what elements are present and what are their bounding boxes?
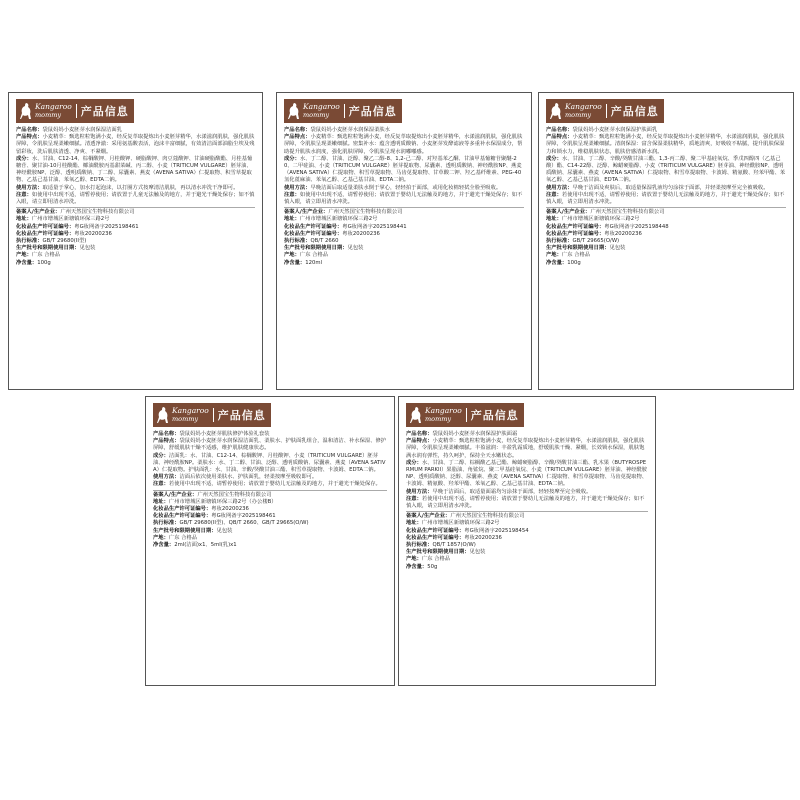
product-info-card	[145, 396, 395, 686]
info-label: 化妆品生产许可证编号：	[153, 513, 212, 520]
logo-wordmark-sub: mommy	[565, 111, 592, 119]
info-row-address	[406, 520, 648, 527]
info-value: GB/T 29680(II型)、QB/T 2660、GB/T 29665(O/W)	[179, 520, 309, 527]
info-value: 洁面后依次使用柔肤水、护肤面乳，轻柔按摩至吸收即可。	[179, 474, 318, 481]
info-row-caution	[153, 481, 387, 488]
card-header	[16, 99, 255, 123]
info-label: 成分：	[16, 155, 32, 162]
info-row-caution	[16, 192, 255, 206]
info-value: QB/T 1857(O/W)	[432, 542, 476, 549]
info-value: 广州市增城区新塘镇环保三路2号	[31, 216, 110, 223]
info-label: 净含量：	[153, 542, 175, 549]
info-value: 袋鼠妈妈小麦胚芽水润保湿柔肤水	[310, 127, 390, 133]
info-label: 备案人/生产企业：	[153, 491, 198, 498]
info-value: 2ml(洁面)x1、5ml(乳)x1	[174, 542, 237, 549]
info-value: 粤妆20200236	[342, 230, 380, 237]
info-label: 生产批号和限期使用日期：	[284, 245, 348, 252]
logo-divider	[466, 408, 467, 422]
info-row-feature	[546, 134, 786, 156]
info-label: 执行标准：	[546, 238, 573, 245]
info-row-address	[546, 216, 786, 223]
info-label: 使用方法：	[406, 488, 433, 495]
info-value: 广东 合格品	[31, 252, 61, 259]
info-value: 粤妆20200236	[211, 506, 249, 513]
info-label: 生产批号和限期使用日期：	[406, 549, 470, 556]
info-label: 产品特点：	[546, 134, 573, 141]
info-label: 产品特点：	[16, 134, 43, 141]
kangaroo-icon	[287, 102, 300, 120]
product-info-card	[276, 92, 532, 390]
info-label: 化妆品生产许可证编号：	[546, 223, 605, 230]
info-label: 使用方法：	[16, 184, 43, 191]
logo-divider	[606, 104, 607, 118]
info-row-ingredients	[546, 156, 786, 185]
info-value: 粤G妆网备字2025198461	[74, 223, 139, 230]
info-row-ingredients	[16, 156, 255, 185]
info-row-usage	[284, 185, 524, 192]
info-label: 备案人/生产企业：	[284, 209, 329, 216]
info-row-batch	[153, 528, 387, 535]
info-value: 袋鼠妈妈小麦胚芽水润保湿护肤面乳	[572, 127, 658, 133]
info-label: 产品名称：	[153, 431, 180, 437]
logo-wordmark-sub: mommy	[172, 415, 199, 423]
info-label: 地址：	[284, 216, 300, 223]
kangaroo-icon	[19, 102, 32, 120]
info-row-filing2	[16, 231, 255, 238]
brand-logo	[406, 403, 524, 427]
info-value: 若使用中出现不适，请暂停使用；请放置于婴幼儿无法触及的地方，并于避光干燥处保存；如不慎入眼，请立即用清水冲洗。	[406, 495, 645, 510]
info-label: 生产批号和限期使用日期：	[153, 527, 217, 534]
info-value: 水、丁二醇、甘油、泛醇、聚乙二醇-8、1,2-己二醇、对羟基苯乙酮、甘油甲基葡糖苷聚醚-20、二甲硅油、小麦（TRITICUM VULGARE）胚芽提取物、尿囊素、透明质酸钠、神经酰胺NP、燕麦（AVENA SATIVA）仁提取物、积雪草提取物、马齿苋提取物、甘草酸二钾、羟乙基纤维素、PEG-40氢化蓖麻油、苯氧乙醇、乙基己基甘油、EDTA二钠。	[284, 155, 522, 184]
info-row-exec_std	[153, 520, 387, 527]
card-header	[406, 403, 648, 427]
info-label: 化妆品生产许可证编号：	[284, 230, 343, 237]
info-label: 化妆品生产许可证编号：	[406, 527, 465, 534]
info-label: 成分：	[546, 155, 562, 162]
info-value: 若使用中出现不适，请暂停使用；请放置于婴幼儿无法触及的地方，并于避光干燥处保存。	[168, 481, 381, 488]
logo-wordmark: Kangaroo	[172, 406, 209, 415]
info-row-usage	[16, 185, 255, 192]
info-label: 使用方法：	[153, 474, 180, 481]
info-value: 水、甘油、C12-14、棕榈酸钾、月桂酸钾、硬脂酸钾、肉豆蔻酸钾、甘油硬脂酸酯、月桂基葡糖苷、聚甘油-10月桂酸酯、椰油酰胺丙基甜菜碱、丙二醇、小麦（TRITICUM VULGARE）胚芽油、神经酰胺NP、泛醇、透明质酸钠、丁二醇、尿囊素、燕麦（AVENA SATIVA）仁提取物、积雪草提取物、乙基己基甘油、苯氧乙醇、EDTA二钠。	[16, 155, 253, 184]
info-value: 如使用中出现不适，请暂停使用；请放置于儿童无法触及的地方，并于避光干燥处保存；如不慎入眼，请立即用清水冲洗。	[16, 191, 255, 206]
info-value: 广东 合格品	[561, 252, 591, 259]
info-label: 化妆品生产许可证编号：	[16, 230, 75, 237]
info-value: 100g	[37, 259, 51, 266]
logo-divider	[344, 104, 345, 118]
info-row-address	[284, 216, 524, 223]
info-value: 袋鼠妈妈小麦胚芽水润保湿洁面乳、柔肤水、护肤面乳组合，温和清洁、补水保湿、修护屏障，舒缓肌肤干燥不适感，维护肌肤健康状态。	[153, 438, 387, 452]
info-label: 净含量：	[406, 563, 428, 570]
info-value: 如使用中出现不适，请暂停使用；请放置于婴幼儿无法触及的地方，并于避光干燥处保存；如不慎入眼，请立即用清水冲洗。	[284, 191, 523, 206]
info-value: 袋鼠妈妈小麦胚芽水润保湿护肤面霜	[432, 431, 518, 437]
info-label: 产地：	[153, 534, 169, 541]
info-row-feature	[406, 438, 648, 460]
info-label: 执行标准：	[406, 542, 433, 549]
info-label: 产地：	[406, 556, 422, 563]
section-title: 产品信息	[217, 409, 266, 422]
info-value: 广州市增城区新塘镇环保三路2号（办公楼B）	[168, 498, 277, 505]
info-value: 粤妆20200236	[464, 534, 502, 541]
info-label: 产品名称：	[546, 127, 573, 133]
info-value: 洁面乳：水、甘油、C12-14、棕榈酸钾、月桂酸钾、小麦（TRITICUM VULGARE）胚芽油、神经酰胺NP。柔肤水：水、丁二醇、甘油、泛醇、透明质酸钠、尿囊素、燕麦（AVENA SATIVA）仁提取物。护肤面乳：水、甘油、辛酸/癸酸甘油三酯、积雪草提取物、卡波姆、EDTA二钠。	[153, 452, 386, 474]
kangaroo-icon	[409, 406, 422, 424]
info-value: 取适量于掌心，加水打起泡沫，以打圈方式按摩清洁肌肤，再以清水冲洗干净即可。	[42, 184, 239, 191]
info-row-ingredients	[406, 460, 648, 489]
info-value: 50g	[427, 563, 438, 570]
info-label: 成分：	[284, 155, 300, 162]
info-row-caution	[284, 192, 524, 206]
info-label: 注意：	[546, 191, 562, 198]
info-row-filing2	[406, 535, 648, 542]
info-label: 产地：	[546, 252, 562, 259]
info-row-filing2	[546, 231, 786, 238]
info-row-filing_no	[284, 224, 524, 231]
section-title: 产品信息	[80, 105, 129, 118]
info-value: 广州天然国宝生物科技有限公司	[450, 513, 525, 520]
product-info-card	[538, 92, 794, 390]
logo-wordmark-sub: mommy	[303, 111, 330, 119]
info-label: 注意：	[406, 495, 422, 502]
info-value: 若使用中出现不适，请暂停使用；请放置于婴幼儿无法触及的地方，并于避光干燥处保存；如不慎入眼，请立即用清水冲洗。	[546, 191, 785, 206]
info-row-feature	[16, 134, 255, 156]
info-row-prod_addr	[16, 252, 255, 259]
info-row-usage	[546, 185, 786, 192]
info-value: 100g	[567, 259, 581, 266]
info-value: 早晚于洁面及爽肤后，取适量保湿乳液均匀涂抹于面部，并轻柔按摩至完全被吸收。	[572, 184, 769, 191]
info-label: 执行标准：	[284, 238, 311, 245]
brand-logo	[153, 403, 271, 427]
info-row-filing_no	[406, 528, 648, 535]
info-label: 化妆品生产许可证编号：	[546, 230, 605, 237]
info-row-feature	[284, 134, 524, 156]
info-value: GB/T 29680(II型)	[42, 238, 87, 245]
product-info-card	[398, 396, 656, 686]
info-label: 备案人/生产企业：	[546, 209, 591, 216]
info-label: 净含量：	[284, 259, 306, 266]
info-value: 粤妆20200236	[604, 230, 642, 237]
info-row-usage	[406, 489, 648, 496]
info-row-net	[16, 260, 255, 267]
info-row-address	[153, 499, 387, 506]
info-label: 注意：	[153, 481, 169, 488]
section-title: 产品信息	[470, 409, 519, 422]
info-row-prod_addr	[153, 535, 387, 542]
info-row-filer	[153, 492, 387, 499]
info-label: 化妆品生产许可证编号：	[153, 506, 212, 513]
info-row-address	[16, 216, 255, 223]
info-label: 生产批号和限期使用日期：	[16, 245, 80, 252]
logo-divider	[76, 104, 77, 118]
info-value: 水、甘油、丁二醇、棕榈酸乙基己酯、鲸蜡硬脂醇、辛酸/癸酸甘油三酯、乳木果（BUTYROSPERMUM PARKII）果脂油、角鲨烷、聚二甲基硅氧烷、小麦（TRITICUM VULGARE）胚芽油、神经酰胺NP、透明质酸钠、泛醇、尿囊素、燕麦（AVENA SATIVA）仁提取物、积雪草提取物、马齿苋提取物、卡波姆、精氨酸、羟苯甲酯、苯氧乙醇、乙基己基甘油、EDTA二钠。	[406, 459, 648, 488]
info-value: 水、甘油、丁二醇、辛酸/癸酸甘油三酯、1,3-丙二醇、聚二甲基硅氧烷、季戊四醇四（乙基己酸）酯、C14-22醇、泛醇、鲸蜡硬脂醇、小麦（TRITICUM VULGARE）胚芽油、神经酰胺NP、透明质酸钠、尿囊素、燕麦（AVENA SATIVA）仁提取物、积雪草提取物、卡波姆、精氨酸、羟苯甲酯、苯氧乙醇、乙基己基甘油、EDTA二钠。	[546, 155, 786, 184]
info-label: 产品名称：	[406, 431, 433, 437]
info-label: 成分：	[406, 459, 422, 466]
info-label: 地址：	[16, 216, 32, 223]
logo-wordmark: Kangaroo	[565, 102, 602, 111]
info-value: 粤G妆网备字2025198454	[464, 527, 529, 534]
product-info-card	[8, 92, 263, 390]
info-label: 产品名称：	[284, 127, 311, 133]
info-label: 成分：	[153, 452, 169, 459]
info-label: 地址：	[153, 498, 169, 505]
info-label: 净含量：	[16, 259, 38, 266]
kangaroo-icon	[156, 406, 169, 424]
info-value: 见包装	[216, 527, 233, 534]
info-label: 使用方法：	[546, 184, 573, 191]
brand-logo	[284, 99, 402, 123]
info-value: 早晚于洁面后，取适量面霜均匀涂抹于面部，轻轻按摩至完全吸收。	[432, 488, 592, 495]
info-value: 袋鼠妈妈小麦胚芽水润保湿洁面乳	[42, 127, 122, 133]
info-label: 产品特点：	[284, 134, 311, 141]
info-label: 备案人/生产企业：	[16, 209, 61, 216]
section-title: 产品信息	[610, 105, 659, 118]
info-label: 注意：	[16, 191, 32, 198]
info-value: 广州市增城区新塘镇环保三路2号	[421, 520, 500, 527]
info-value: 粤G妆网备字2025198461	[211, 513, 276, 520]
info-value: 粤G妆网备字2025198441	[342, 223, 407, 230]
info-value: 袋鼠妈妈小麦胚芽肌肤修护体验礼套装	[179, 431, 270, 437]
info-value: 广东 合格品	[168, 534, 198, 541]
info-value: 早晚洁面后取适量柔肤水倒于掌心，轻轻拍于面部，或用化妆棉轻拭全脸至吸收。	[310, 184, 502, 191]
info-label: 产品名称：	[16, 127, 43, 133]
info-row-net	[153, 542, 387, 549]
info-label: 执行标准：	[153, 520, 180, 527]
info-value: 小麦精萃：甄选粒粒饱满小麦，经反复萃取提炼出小麦胚芽精华，水漾滋润肌肤，强化肌肤屏障，令肌肤呈现柔嫩细腻。清透净澈：采用氨基酸表活，泡沫丰富细腻，有效清洁面部油脂尘埃及残留彩妆，洗后肌肤清透、净爽、不紧绷。	[16, 134, 255, 155]
info-value: 见包装	[469, 549, 486, 556]
info-label: 产品特点：	[406, 438, 433, 445]
logo-wordmark: Kangaroo	[425, 406, 462, 415]
info-value: 见包装	[609, 245, 626, 252]
logo-wordmark: Kangaroo	[303, 102, 340, 111]
info-label: 净含量：	[546, 259, 568, 266]
info-value: 粤G妆网备字2025198448	[604, 223, 669, 230]
logo-divider	[213, 408, 214, 422]
info-label: 执行标准：	[16, 238, 43, 245]
info-value: 小麦精萃：甄选粒粒饱满小麦，经反复萃取提炼出小麦胚芽精华，水漾滋润肌肤，强化肌肤屏障，令肌肤呈现柔嫩细腻。清润保湿：富含保湿柔肤精华，质地清爽，好吸收不粘腻，提升肌肤保湿力和锁水力，维稳肌肤状态，肌肤倍感清新水润。	[546, 134, 785, 155]
info-label: 备案人/生产企业：	[406, 513, 451, 520]
info-row-feature	[153, 438, 387, 452]
info-value: 广州天然国宝生物科技有限公司	[328, 209, 403, 216]
info-value: 粤妆20200236	[74, 230, 112, 237]
logo-wordmark-sub: mommy	[425, 415, 452, 423]
info-value: GB/T 29665(O/W)	[572, 238, 620, 245]
info-label: 地址：	[406, 520, 422, 527]
info-label: 使用方法：	[284, 184, 311, 191]
info-row-filing_no	[546, 224, 786, 231]
info-value: 广州天然国宝生物科技有限公司	[60, 209, 135, 216]
info-label: 生产批号和限期使用日期：	[546, 245, 610, 252]
brand-logo	[16, 99, 134, 123]
info-label: 化妆品生产许可证编号：	[406, 534, 465, 541]
info-label: 产品特点：	[153, 438, 180, 445]
brand-logo	[546, 99, 664, 123]
info-value: 广州市增城区新塘镇环保三路2号	[299, 216, 378, 223]
info-value: QB/T 2660	[310, 238, 339, 245]
info-value: 见包装	[79, 245, 96, 252]
info-row-ingredients	[284, 156, 524, 185]
info-value: 广州天然国宝生物科技有限公司	[590, 209, 665, 216]
info-row-caution	[546, 192, 786, 206]
card-header	[284, 99, 524, 123]
info-value: 广州天然国宝生物科技有限公司	[197, 491, 272, 498]
info-value: 广东 合格品	[421, 556, 451, 563]
info-value: 见包装	[347, 245, 364, 252]
info-value: 小麦精萃：甄选粒粒饱满小麦，经反复萃取提炼出小麦胚芽精华，水漾滋润肌肤，强化肌肤屏障，令肌肤呈现柔嫩细腻。丰盈滋润：丰盈乳霜质地，舒缓肌肤干燥、紧绷，长效锁水保湿，肌肤饱满水润有弹性，持久呵护，保持全天水嫩状态。	[406, 438, 645, 459]
info-row-filing2	[284, 231, 524, 238]
info-row-filing_no	[16, 224, 255, 231]
logo-wordmark: Kangaroo	[35, 102, 72, 111]
divider	[153, 490, 387, 491]
info-row-net	[284, 260, 524, 267]
info-label: 地址：	[546, 216, 562, 223]
card-header	[546, 99, 786, 123]
card-header	[153, 403, 387, 427]
logo-wordmark-sub: mommy	[35, 111, 62, 119]
info-row-net	[406, 564, 648, 571]
info-label: 产地：	[16, 252, 32, 259]
info-label: 化妆品生产许可证编号：	[284, 223, 343, 230]
info-row-caution	[406, 496, 648, 510]
info-value: 广东 合格品	[299, 252, 329, 259]
info-value: 小麦精萃：甄选粒粒饱满小麦，经反复萃取提炼出小麦胚芽精华，水漾滋润肌肤，强化肌肤屏障，令肌肤呈现柔嫩细腻。密集补水：蕴含透明质酸钠、小麦胚芽发酵滤液等多重补水保湿成分，帮助提升肌肤水润度，强化肌肤屏障，令肌肤呈现水润嘟嘟感。	[284, 134, 523, 155]
info-value: 广州市增城区新塘镇环保三路2号	[561, 216, 640, 223]
info-label: 产地：	[284, 252, 300, 259]
info-value: 120ml	[305, 259, 322, 266]
info-row-net	[546, 260, 786, 267]
info-row-prod_addr	[406, 556, 648, 563]
info-label: 化妆品生产许可证编号：	[16, 223, 75, 230]
info-row-ingredients	[153, 453, 387, 475]
info-row-prod_addr	[546, 252, 786, 259]
info-label: 注意：	[284, 191, 300, 198]
info-row-prod_addr	[284, 252, 524, 259]
section-title: 产品信息	[348, 105, 397, 118]
kangaroo-icon	[549, 102, 562, 120]
